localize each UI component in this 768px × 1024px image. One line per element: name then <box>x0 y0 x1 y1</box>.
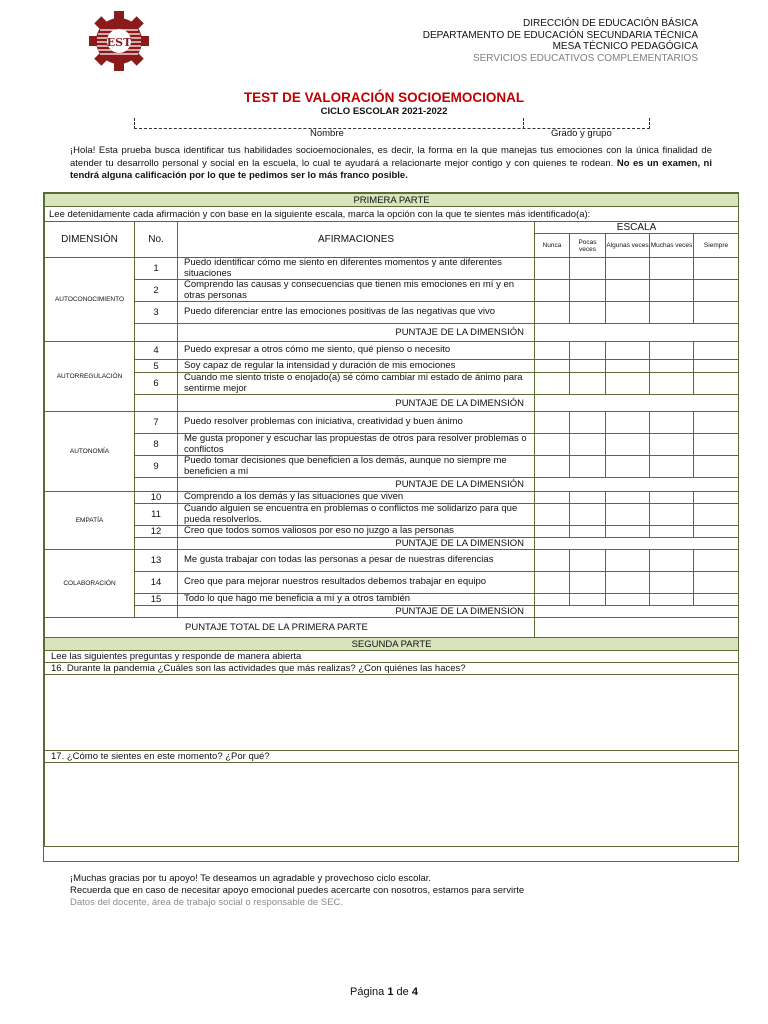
scale-cell-often[interactable] <box>650 492 694 504</box>
logo-emblem-text: EST <box>106 36 132 49</box>
dimension-score-label: PUNTAJE DE LA DIMENSION <box>178 538 535 550</box>
scale-cell-often[interactable] <box>650 342 694 360</box>
score-spacer <box>135 478 178 492</box>
scale-cell-never[interactable] <box>535 504 570 526</box>
dimension-score-input[interactable] <box>535 538 739 550</box>
school-year: CICLO ESCOLAR 2021-2022 <box>320 106 448 117</box>
scale-cell-sometimes[interactable] <box>606 550 650 572</box>
school-logo <box>88 10 150 72</box>
question-17: 17. ¿Cómo te sientes en este momento? ¿Por qué? <box>45 751 739 763</box>
scale-cell-often[interactable] <box>650 373 694 395</box>
total-score-row <box>45 618 739 638</box>
statement-text: Soy capaz de regular la intensidad y duración de mis emociones <box>178 360 535 373</box>
closing-thanks: ¡Muchas gracias por tu apoyo! Te deseamos un agradable y provechoso ciclo escolar. <box>70 873 432 884</box>
header-line-1: DIRECCIÓN DE EDUCACIÓN BÁSICA <box>522 18 698 29</box>
scale-cell-sometimes[interactable] <box>606 456 650 478</box>
institution-header <box>423 18 698 64</box>
scale-sometimes: Algunas veces <box>606 234 650 258</box>
scale-cell-often[interactable] <box>650 526 694 538</box>
statement-number: 3 <box>135 302 178 324</box>
statement-text: Cuando me siento triste o enojado(a) sé cómo cambiar mi estado de ánimo para sentirme mejor <box>178 373 535 395</box>
scale-cell-sometimes[interactable] <box>606 572 650 594</box>
part2-instruction: Lee las siguientes preguntas y responde de manera abierta <box>45 651 739 663</box>
statement-number: 6 <box>135 373 178 395</box>
col-dimension: DIMENSIÓN <box>45 222 135 258</box>
scale-often: Muchas veces <box>650 234 694 258</box>
statement-number: 10 <box>135 492 178 504</box>
dimension-score-row <box>45 395 739 412</box>
scale-cell-never[interactable] <box>535 526 570 538</box>
scale-cell-always[interactable] <box>694 550 739 572</box>
scale-cell-always[interactable] <box>694 434 739 456</box>
dimension-score-row <box>45 324 739 342</box>
statement-row <box>45 572 739 594</box>
scale-cell-sometimes[interactable] <box>606 342 650 360</box>
dimension-name: AUTONOMÍA <box>45 412 135 492</box>
statement-row <box>45 342 739 360</box>
part1-heading: PRIMERA PARTE <box>45 194 739 207</box>
dimension-name: AUTORREGULACIÓN <box>45 342 135 412</box>
statement-text: Comprendo a los demás y las situaciones que viven <box>178 492 535 504</box>
scale-cell-never[interactable] <box>535 456 570 478</box>
score-spacer <box>135 606 178 618</box>
dimension-name: AUTOCONOCIMIENTO <box>45 258 135 342</box>
statement-text: Me gusta trabajar con todas las personas a pesar de nuestras diferencias <box>178 550 535 572</box>
scale-cell-always[interactable] <box>694 258 739 280</box>
scale-cell-rarely[interactable] <box>570 412 606 434</box>
scale-cell-always[interactable] <box>694 373 739 395</box>
scale-cell-always[interactable] <box>694 572 739 594</box>
scale-cell-always[interactable] <box>694 492 739 504</box>
scale-cell-never[interactable] <box>535 492 570 504</box>
scale-cell-rarely[interactable] <box>570 373 606 395</box>
scale-cell-rarely[interactable] <box>570 526 606 538</box>
statement-text: Cuando alguien se encuentra en problemas o conflictos me solidarizo para que pueda resolverlos. <box>178 504 535 526</box>
statement-number: 8 <box>135 434 178 456</box>
scale-cell-rarely[interactable] <box>570 456 606 478</box>
scale-cell-often[interactable] <box>650 412 694 434</box>
scale-cell-never[interactable] <box>535 594 570 606</box>
name-field-label: Nombre <box>310 128 344 139</box>
page-word: Página <box>350 986 385 998</box>
dimension-name: EMPATÍA <box>45 492 135 550</box>
scale-cell-always[interactable] <box>694 360 739 373</box>
scale-cell-never[interactable] <box>535 280 570 302</box>
statement-row <box>45 258 739 280</box>
scale-cell-often[interactable] <box>650 456 694 478</box>
col-statements: AFIRMACIONES <box>178 222 535 258</box>
scale-cell-often[interactable] <box>650 434 694 456</box>
statement-row <box>45 373 739 395</box>
questionnaire-table <box>44 193 739 847</box>
statement-number: 2 <box>135 280 178 302</box>
scale-cell-rarely[interactable] <box>570 280 606 302</box>
scale-cell-rarely[interactable] <box>570 302 606 324</box>
page-current: 1 <box>387 986 394 998</box>
scale-cell-never[interactable] <box>535 360 570 373</box>
scale-cell-never[interactable] <box>535 412 570 434</box>
scale-cell-rarely[interactable] <box>570 492 606 504</box>
part1-instruction: Lee detenidamente cada afirmación y con base en la siguiente escala, marca la opción con la que te sientes más identificado(a): <box>45 207 739 222</box>
scale-cell-always[interactable] <box>694 342 739 360</box>
scale-cell-sometimes[interactable] <box>606 373 650 395</box>
question-16: 16. Durante la pandemia ¿Cuáles son las actividades que más realizas? ¿Con quiénes las haces? <box>45 663 739 675</box>
answer-17-area[interactable] <box>45 763 739 847</box>
statement-number: 4 <box>135 342 178 360</box>
scale-cell-rarely[interactable] <box>570 594 606 606</box>
scale-cell-sometimes[interactable] <box>606 360 650 373</box>
intro-bold-text: No es un examen, ni tendrá alguna calificación por lo que te pedimos ser lo más franco posible. <box>70 157 712 181</box>
scale-cell-often[interactable] <box>650 360 694 373</box>
header-line-4: SERVICIOS EDUCATIVOS COMPLEMENTARIOS <box>472 52 698 64</box>
closing-notes <box>70 873 524 909</box>
scale-cell-sometimes[interactable] <box>606 594 650 606</box>
dimension-score-input[interactable] <box>535 324 739 342</box>
part2-heading: SEGUNDA PARTE <box>45 638 739 651</box>
statement-row <box>45 550 739 572</box>
intro-paragraph <box>70 145 712 183</box>
score-spacer <box>135 538 178 550</box>
statement-row <box>45 280 739 302</box>
col-number: No. <box>135 222 178 258</box>
dimension-score-label: PUNTAJE DE LA DIMENSION <box>178 606 535 618</box>
statement-number: 12 <box>135 526 178 538</box>
statement-text: Creo que para mejorar nuestros resultados debemos trabajar en equipo <box>178 572 535 594</box>
statement-text: Comprendo las causas y consecuencias que tienen mis emociones en mí y en otras personas <box>178 280 535 302</box>
statement-row <box>45 492 739 504</box>
statement-number: 14 <box>135 572 178 594</box>
scale-cell-never[interactable] <box>535 434 570 456</box>
dimension-score-label: PUNTAJE DE LA DIMENSIÓN <box>178 395 535 412</box>
header-line-2: DEPARTAMENTO DE EDUCACIÓN SECUNDARIA TÉCNICA <box>422 29 698 41</box>
scale-cell-rarely[interactable] <box>570 258 606 280</box>
closing-support: Recuerda que en caso de necesitar apoyo emocional puedes acercarte con nosotros, estamos para servirte <box>70 885 525 896</box>
scale-rarely: Pocas veces <box>570 234 606 258</box>
page-indicator <box>0 986 768 998</box>
statement-text: Puedo diferenciar entre las emociones positivas de las negativas que vivo <box>178 302 535 324</box>
scale-cell-sometimes[interactable] <box>606 258 650 280</box>
dimension-score-input[interactable] <box>535 395 739 412</box>
dimension-score-row <box>45 606 739 618</box>
statement-row <box>45 504 739 526</box>
answer-16-area[interactable] <box>45 675 739 751</box>
scale-cell-sometimes[interactable] <box>606 280 650 302</box>
scale-cell-always[interactable] <box>694 456 739 478</box>
scale-cell-often[interactable] <box>650 280 694 302</box>
scale-cell-always[interactable] <box>694 526 739 538</box>
scale-cell-often[interactable] <box>650 594 694 606</box>
scale-cell-always[interactable] <box>694 412 739 434</box>
dimension-score-row <box>45 478 739 492</box>
statement-number: 15 <box>135 594 178 606</box>
score-spacer <box>135 324 178 342</box>
total-score-input[interactable] <box>535 618 739 638</box>
statement-row <box>45 412 739 434</box>
dimension-score-label: PUNTAJE DE LA DIMENSIÓN <box>178 478 535 492</box>
scale-cell-always[interactable] <box>694 504 739 526</box>
scale-cell-always[interactable] <box>694 280 739 302</box>
scale-cell-rarely[interactable] <box>570 550 606 572</box>
scale-label: ESCALA <box>535 222 739 234</box>
statement-row <box>45 594 739 606</box>
statement-text: Puedo identificar cómo me siento en diferentes momentos y ante diferentes situaciones <box>178 258 535 280</box>
scale-cell-sometimes[interactable] <box>606 302 650 324</box>
statement-number: 9 <box>135 456 178 478</box>
score-spacer <box>135 395 178 412</box>
statement-text: Puedo tomar decisiones que beneficien a los demás, aunque no siempre me beneficien a mí <box>178 456 535 478</box>
closing-staff-data: Datos del docente, área de trabajo social o responsable de SEC. <box>70 897 344 908</box>
statement-number: 11 <box>135 504 178 526</box>
total-score-label: PUNTAJE TOTAL DE LA PRIMERA PARTE <box>45 618 535 638</box>
intro-text: ¡Hola! Esta prueba busca identificar tus habilidades socioemocionales, es decir, la forma en la que manejas tus emociones con la única finalidad de atender tu desarrollo personal y social en la escuela, lo cual te ayudará a relacionarte mejor contigo y con quienes te rodean. <box>70 145 712 169</box>
page-total: 4 <box>411 986 418 998</box>
scale-cell-rarely[interactable] <box>570 504 606 526</box>
dimension-score-input[interactable] <box>535 478 739 492</box>
statement-text: Puedo resolver problemas con iniciativa, creatividad y buen ánimo <box>178 412 535 434</box>
scale-cell-never[interactable] <box>535 550 570 572</box>
scale-cell-always[interactable] <box>694 594 739 606</box>
statement-number: 7 <box>135 412 178 434</box>
scale-cell-rarely[interactable] <box>570 434 606 456</box>
scale-cell-often[interactable] <box>650 302 694 324</box>
header-line-3: MESA TÉCNICO PEDAGÓGICA <box>552 41 698 52</box>
scale-cell-sometimes[interactable] <box>606 492 650 504</box>
scale-cell-often[interactable] <box>650 258 694 280</box>
scale-cell-never[interactable] <box>535 373 570 395</box>
document-title: TEST DE VALORACIÓN SOCIOEMOCIONAL <box>243 90 525 105</box>
scale-cell-sometimes[interactable] <box>606 504 650 526</box>
scale-cell-rarely[interactable] <box>570 360 606 373</box>
scale-cell-rarely[interactable] <box>570 572 606 594</box>
scale-cell-sometimes[interactable] <box>606 526 650 538</box>
dimension-score-input[interactable] <box>535 606 739 618</box>
statement-text: Puedo expresar a otros cómo me siento, qué pienso o necesito <box>178 342 535 360</box>
scale-cell-always[interactable] <box>694 302 739 324</box>
scale-cell-sometimes[interactable] <box>606 412 650 434</box>
statement-number: 13 <box>135 550 178 572</box>
statement-row <box>45 434 739 456</box>
scale-cell-often[interactable] <box>650 572 694 594</box>
scale-cell-sometimes[interactable] <box>606 434 650 456</box>
scale-cell-often[interactable] <box>650 504 694 526</box>
statement-number: 5 <box>135 360 178 373</box>
dimension-name: COLABORACIÓN <box>45 550 135 618</box>
group-field-label: Grado y grupo <box>551 128 612 139</box>
scale-never: Nunca <box>535 234 570 258</box>
scale-cell-never[interactable] <box>535 258 570 280</box>
dimension-score-row <box>45 538 739 550</box>
statement-text: Creo que todos somos valiosos por eso no juzgo a las personas <box>178 526 535 538</box>
scale-cell-rarely[interactable] <box>570 342 606 360</box>
dimension-score-label: PUNTAJE DE LA DIMENSIÓN <box>178 324 535 342</box>
statement-row <box>45 360 739 373</box>
scale-always: Siempre <box>694 234 739 258</box>
page-of: de <box>396 986 409 998</box>
scale-cell-never[interactable] <box>535 302 570 324</box>
statement-row <box>45 302 739 324</box>
statement-text: Todo lo que hago me beneficia a mí y a otros también <box>178 594 535 606</box>
scale-cell-never[interactable] <box>535 342 570 360</box>
statement-text: Me gusta proponer y escuchar las propuestas de otros para resolver problemas o conflictos <box>178 434 535 456</box>
scale-cell-never[interactable] <box>535 572 570 594</box>
statement-row <box>45 526 739 538</box>
statement-row <box>45 456 739 478</box>
statement-number: 1 <box>135 258 178 280</box>
scale-cell-often[interactable] <box>650 550 694 572</box>
